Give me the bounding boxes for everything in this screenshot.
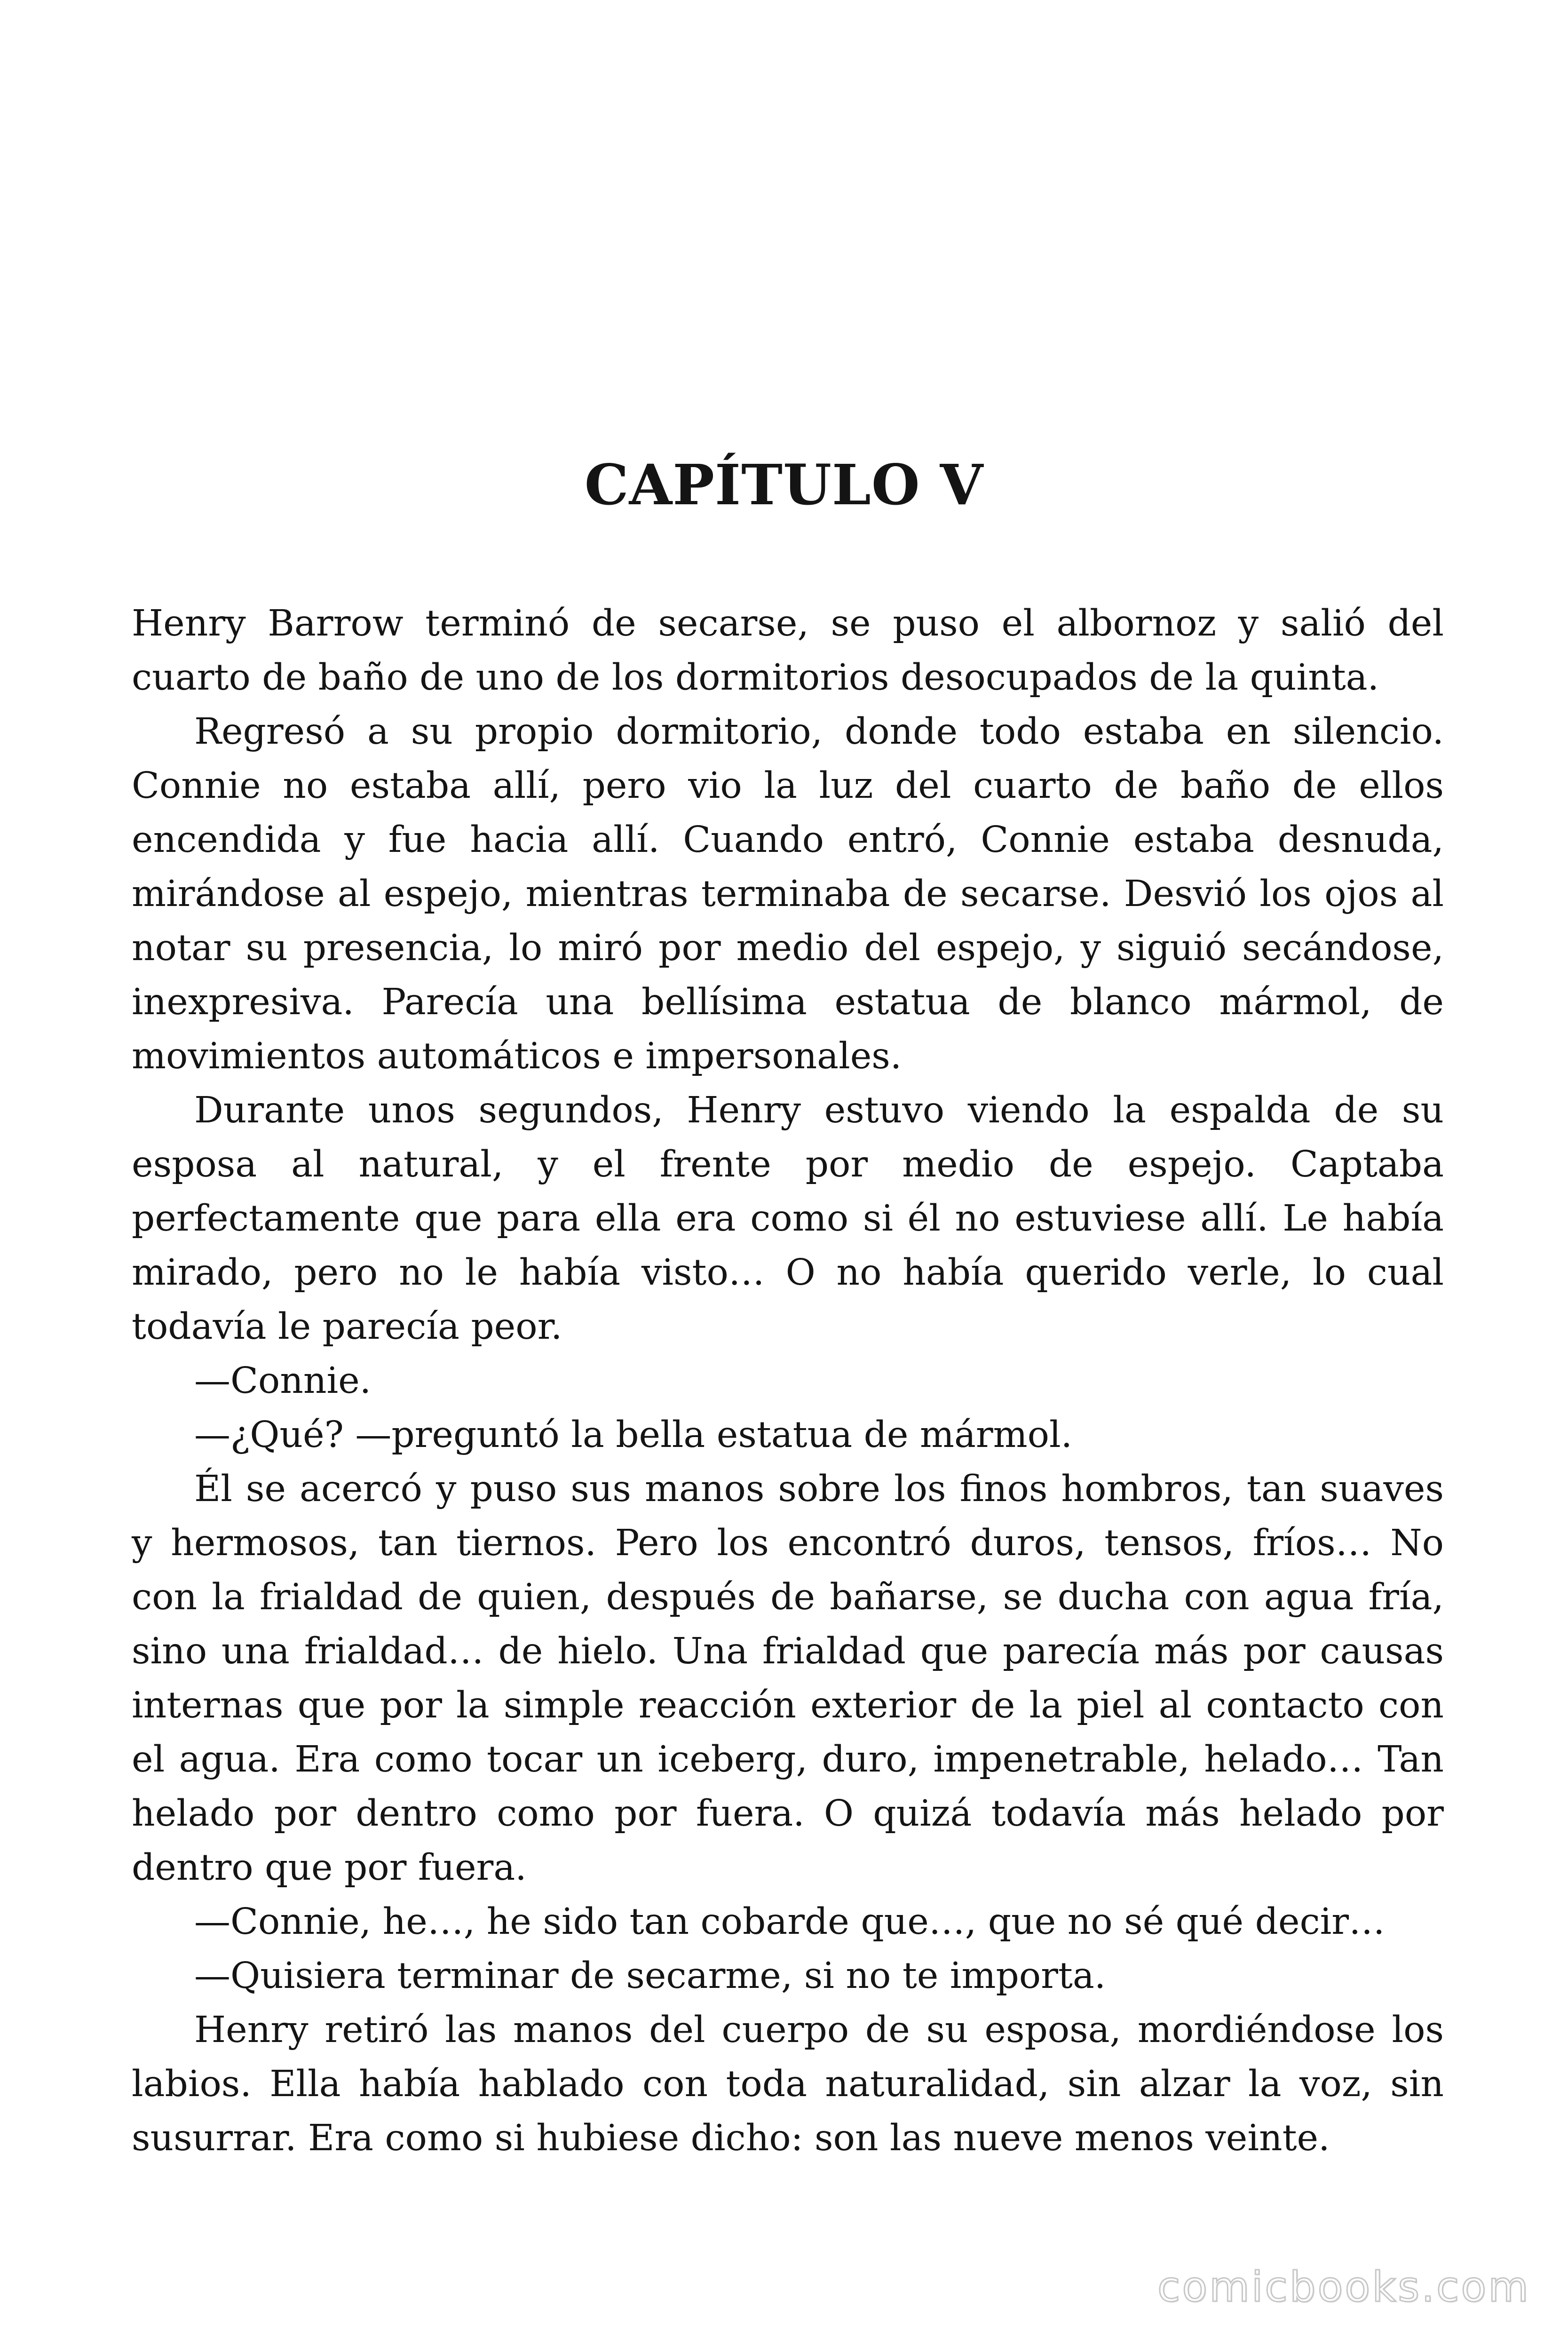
dialogue-line: —Connie. <box>194 1360 372 1402</box>
paragraph: Henry Barrow terminó de secarse, se puso el albornoz y salió del cuarto de baño de uno de los dormitorios desocupados de la quinta. <box>132 603 1444 699</box>
paragraph: Regresó a su propio dormitorio, donde todo estaba en silencio. Connie no estaba allí, pero vio la luz del cuarto de baño de ellos encendida y fue hacia allí. Cuando entró, Connie estaba desnuda, mirándose al espejo, mientras terminaba de secarse. Desvió los ojos al notar su presencia, lo miró por medio del espejo, y siguió secándose, inexpresiva. Parecía una bellísima estatua de blanco mármol, de movimientos automáticos e impersonales. <box>132 711 1444 1077</box>
paragraph: Él se acercó y puso sus manos sobre los finos hombros, tan suaves y hermosos, tan tiernos. Pero los encontró duros, tensos, fríos… No con la frialdad de quien, después de bañarse, se ducha con agua fría, sino una frialdad… de hielo. Una frialdad que parecía más por causas internas que por la simple reacción exterior de la piel al contacto con el agua. Era como tocar un iceberg, duro, impenetrable, helado… Tan helado por dentro como por fuera. O quizá todavía más helado por dentro que por fuera. <box>132 1468 1444 1889</box>
chapter-body <box>132 596 1444 2165</box>
watermark: comicbooks.com <box>1157 2263 1530 2311</box>
chapter-title: CAPÍTULO V <box>584 452 984 517</box>
paragraph: Henry retiró las manos del cuerpo de su esposa, mordiéndose los labios. Ella había hablado con toda naturalidad, sin alzar la voz, sin susurrar. Era como si hubiese dicho: son las nueve menos veinte. <box>132 2009 1444 2159</box>
dialogue-line: —¿Qué? —preguntó la bella estatua de mármol. <box>194 1414 1073 1456</box>
dialogue-line: —Quisiera terminar de secarme, si no te importa. <box>194 1955 1106 1997</box>
dialogue-line: —Connie, he…, he sido tan cobarde que…, que no sé qué decir… <box>194 1901 1386 1943</box>
paragraph: Durante unos segundos, Henry estuvo viendo la espalda de su esposa al natural, y el frente por medio de espejo. Captaba perfectamente que para ella era como si él no estuviese allí. Le había mirado, pero no le había visto… O no había querido verle, lo cual todavía le parecía peor. <box>132 1089 1444 1348</box>
